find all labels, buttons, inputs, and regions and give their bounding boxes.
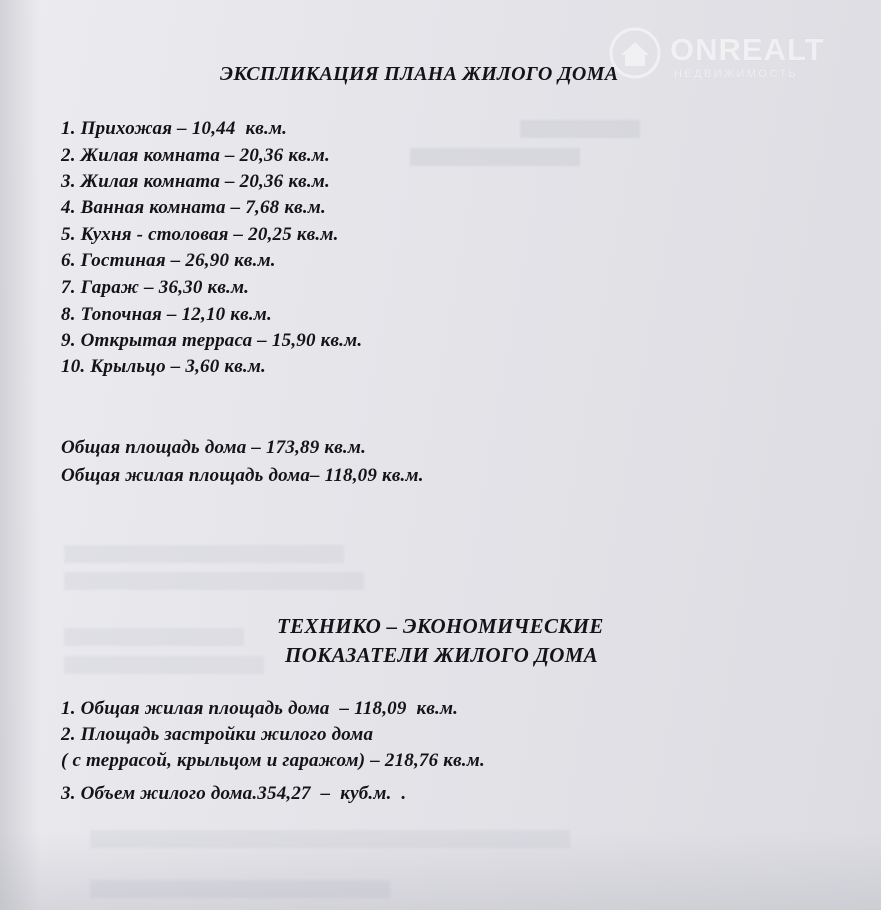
- page-shadow-left: [0, 0, 40, 910]
- watermark-name: ONREALT: [670, 32, 825, 67]
- bleed-through-mark: [64, 545, 344, 563]
- room-item-1: 1. Прихожая – 10,44 кв.м.: [61, 118, 288, 139]
- indicator-item-2-cont: ( с террасой, крыльцом и гаражом) – 218,76 кв.м.: [61, 750, 485, 771]
- room-item-7: 7. Гараж – 36,30 кв.м.: [61, 277, 250, 298]
- room-item-10: 10. Крыльцо – 3,60 кв.м.: [61, 356, 267, 377]
- bleed-through-mark: [64, 656, 264, 674]
- bleed-through-mark: [90, 880, 390, 898]
- bleed-through-mark: [410, 148, 580, 166]
- bleed-through-mark: [90, 830, 570, 848]
- bleed-through-mark: [520, 120, 640, 138]
- indicator-item-2: 2. Площадь застройки жилого дома: [61, 724, 374, 745]
- indicators-title-line2: ПОКАЗАТЕЛИ ЖИЛОГО ДОМА: [285, 643, 598, 667]
- room-item-4: 4. Ванная комната – 7,68 кв.м.: [61, 197, 326, 218]
- explication-title: ЭКСПЛИКАЦИЯ ПЛАНА ЖИЛОГО ДОМА: [220, 63, 619, 85]
- room-item-3: 3. Жилая комната – 20,36 кв.м.: [61, 171, 330, 192]
- bleed-through-mark: [64, 628, 244, 646]
- room-item-2: 2. Жилая комната – 20,36 кв.м.: [61, 145, 330, 166]
- room-item-5: 5. Кухня - столовая – 20,25 кв.м.: [61, 224, 339, 245]
- bleed-through-mark: [64, 572, 364, 590]
- watermark-tagline: НЕДВИЖИМОСТЬ: [674, 68, 799, 80]
- indicator-item-1: 1. Общая жилая площадь дома – 118,09 кв.м.: [61, 698, 459, 719]
- total-living-area: Общая жилая площадь дома– 118,09 кв.м.: [61, 465, 424, 486]
- total-area: Общая площадь дома – 173,89 кв.м.: [61, 437, 367, 458]
- room-item-9: 9. Открытая терраса – 15,90 кв.м.: [61, 330, 363, 351]
- room-item-8: 8. Топочная – 12,10 кв.м.: [61, 304, 272, 325]
- indicator-item-3: 3. Объем жилого дома.354,27 – куб.м. .: [61, 783, 407, 804]
- indicators-title-line1: ТЕХНИКО – ЭКОНОМИЧЕСКИЕ: [277, 614, 604, 638]
- room-item-6: 6. Гостиная – 26,90 кв.м.: [61, 250, 276, 271]
- onrealt-watermark: [608, 26, 858, 86]
